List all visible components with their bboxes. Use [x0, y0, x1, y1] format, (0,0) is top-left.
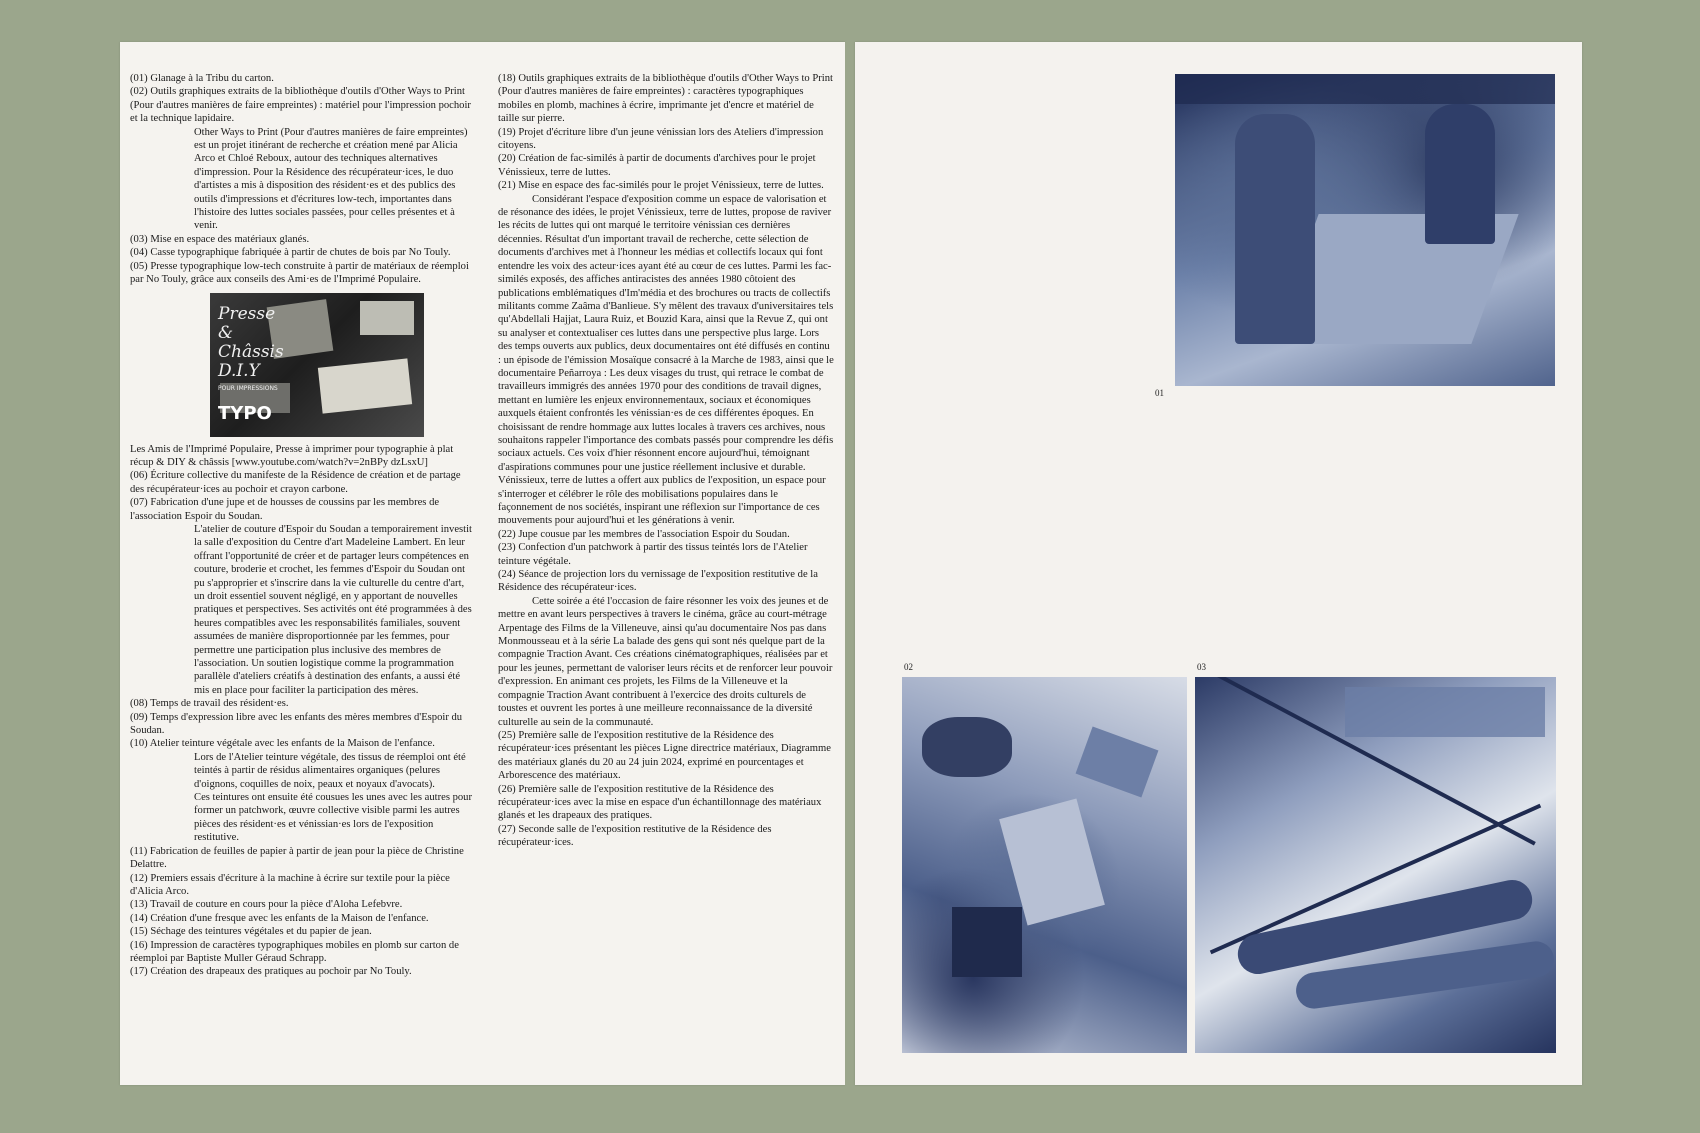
- list-item: [130, 939, 475, 966]
- poster-typo: TYPO: [218, 402, 272, 424]
- list-item: [130, 697, 475, 710]
- item-text: Création des drapeaux des pratiques au pochoir par No Touly.: [150, 966, 412, 978]
- paragraph-07: L'atelier de couture d'Espoir du Soudan a temporairement investit la salle d'exposition du Centre d'art Madeleine Lambert. En leur offrant l'opportunité de créer et de partager leurs compétences en couture, broderie et crochet, les femmes d'Espoir du Soudan ont pu s'approprier et s'inscrire dans la vie culturelle du centre d'art, un droit essentiel souvent négligé, en y apportant de nouvelles pratiques et perspectives. Ses activités ont été programmées à des heures compatibles avec les responsabilités familiales, souvent assumées de manière disproportionnée par les femmes, pour permettre une participation plus inclusive des membres de l'association. Un soutien logistique comme la programmation parallèle d'ateliers créatifs à destination des enfants, a aussi été mis en place pour faciliter la participation des mères.: [194, 523, 472, 696]
- item-number: (05): [130, 260, 148, 272]
- item-number: (14): [130, 912, 148, 924]
- item-number: (23): [498, 542, 516, 554]
- left-page: [120, 42, 845, 1085]
- list-item: [498, 126, 834, 153]
- list-item: [130, 496, 475, 523]
- caption-03: 03: [1197, 662, 1206, 672]
- item-number: (25): [498, 729, 516, 741]
- poster-image: [210, 293, 424, 437]
- item-text: Casse typographique fabriquée à partir de chutes de bois par No Touly.: [150, 247, 451, 259]
- list-item: [130, 845, 475, 872]
- item-text: Impression de caractères typographiques mobiles en plomb sur carton de réemploi par Baptiste Muller Géraud Schrapp.: [130, 939, 459, 964]
- item-number: (08): [130, 698, 148, 710]
- item-number: (18): [498, 73, 516, 84]
- item-number: (20): [498, 153, 516, 165]
- list-item: [130, 898, 475, 911]
- item-text: Presse typographique low-tech construite à partir de matériaux de réemploi par No Touly, grâce aux conseils des Ami·es de l'Imprimé Populaire.: [130, 260, 469, 286]
- item-text: Confection d'un patchwork à partir des tissus teintés lors de l'Atelier teinture végétale.: [498, 542, 808, 567]
- item-text: Fabrication de feuilles de papier à partir de jean pour la pièce de Christine Delattre.: [130, 845, 464, 871]
- list-item: [130, 85, 475, 125]
- item-text: Travail de couture en cours pour la pièce d'Aloha Lefebvre.: [150, 899, 403, 911]
- item-number: (09): [130, 711, 148, 723]
- item-text: Jupe cousue par les membres de l'association Espoir du Soudan.: [518, 528, 790, 540]
- item-text: Séance de projection lors du vernissage de l'exposition restitutive de la Résidence des récupérateur·ices.: [498, 569, 818, 594]
- item-number: (11): [130, 845, 148, 857]
- item-number: (02): [130, 86, 148, 98]
- list-item: [130, 965, 475, 978]
- list-item: [498, 568, 834, 595]
- item-text: Outils graphiques extraits de la bibliothèque d'outils d'Other Ways to Print (Pour d'autres manières de faire empreintes) : caractères typographiques mobiles en plomb, machines à écrire, imprimante jet d'encre et matériel de taille sur pierre.: [498, 73, 833, 125]
- item-number: (12): [130, 872, 148, 884]
- list-item: [498, 823, 834, 850]
- item-number: (24): [498, 569, 516, 581]
- paragraph-02: Other Ways to Print (Pour d'autres manières de faire empreintes) est un projet itinérant de recherche et création mené par Alicia Arco et Chloé Reboux, autour des techniques alternatives d'impression. Pour la Résidence des récupérateur·ices, le duo d'artistes a mis à disposition des résident·es et des publics des outils d'impressions et d'écritures low-tech, importantes dans l'histoire des luttes sociales passées, pour celles présentes et à venir.: [194, 126, 468, 232]
- item-text: Projet d'écriture libre d'un jeune vénissian lors des Ateliers d'impression citoyens.: [498, 126, 824, 152]
- item-text: Premiers essais d'écriture à la machine à écrire sur textile pour la pièce d'Alicia Arco.: [130, 872, 450, 897]
- list-item: [130, 912, 475, 925]
- item-number: (26): [498, 783, 516, 795]
- item-number: (19): [498, 126, 516, 138]
- list-item: [498, 783, 834, 823]
- list-item: [130, 72, 475, 85]
- list-item: [130, 469, 475, 496]
- item-number: (03): [130, 233, 148, 245]
- paragraph-10a: Lors de l'Atelier teinture végétale, des tissus de réemploi ont été teintés à partir de résidus alimentaires organiques (pelures d'oignons, coquilles de noix, peaux et noyaux d'avocats).: [194, 751, 466, 790]
- item-number: (16): [130, 939, 148, 951]
- item-text: Création d'une fresque avec les enfants de la Maison de l'enfance.: [150, 912, 429, 924]
- poster-caption: Les Amis de l'Imprimé Populaire, Presse à imprimer pour typographie à plat récup & DIY & châssis [www.youtube.com/watch?v=2nBPy dzLsxU]: [130, 443, 454, 468]
- list-item: [130, 925, 475, 938]
- item-number: (17): [130, 966, 148, 978]
- poster-title: Presse & Châssis D.I.Y: [218, 303, 284, 381]
- list-item: [498, 541, 834, 568]
- left-column: [130, 72, 475, 979]
- list-item: [130, 872, 475, 899]
- paragraph-10b: Ces teintures ont ensuite été cousues les unes avec les autres pour former un patchwork, œuvre collective visible parmi les autres pièces des résident·es et vénissian·es lors de l'exposition restitutive.: [194, 792, 473, 844]
- list-item: [498, 152, 834, 179]
- list-item: [130, 711, 475, 738]
- caption-02: 02: [904, 662, 913, 672]
- item-text: Atelier teinture végétale avec les enfants de la Maison de l'enfance.: [149, 738, 435, 750]
- list-item: [130, 233, 475, 246]
- item-text: Écriture collective du manifeste de la Résidence de création et de partage des récupérateur·ices au pochoir et crayon carbone.: [130, 470, 461, 495]
- item-number: (22): [498, 528, 516, 540]
- paragraph-24: Cette soirée a été l'occasion de faire résonner les voix des jeunes et de mettre en avant leurs perspectives à travers le cinéma, grâce au court-métrage Arpentage des Films de la Villeneuve, ainsi qu'au documentaire Nos pas dans Monmousseau et à la série La balade des gens qui sont nés quelque part de la compagnie Traction Avant. Ces créations cinématographiques, réalisées par et pour les jeunes, permettant de valoriser leurs récits et de renforcer leur pouvoir d'expression. En animant ces projets, les Films de la Villeneuve et la compagnie Traction Avant contribuent à l'exercice des droits culturels de toustes et ouvrent les portes à une meilleure reconnaissance de la diversité culturelle au sein de la communauté.: [498, 595, 833, 728]
- poster-subtitle: POUR IMPRESSIONS: [218, 384, 278, 392]
- item-number: (27): [498, 823, 516, 835]
- list-item: [498, 528, 834, 541]
- list-item: [498, 179, 834, 192]
- paragraph-21: Considérant l'espace d'exposition comme un espace de valorisation et de résonance des idées, le projet Vénissieux, terre de luttes, propose de raviver les récits de luttes qui ont marqué le territoire vénissian ces dernières décennies. Résultat d'un important travail de recherche, cette sélection de documents d'archives met à l'honneur les médias et collectifs locaux qui font entendre les voix des acteur·ices ayant été au cœur de ces luttes. Parmi les fac-similés exposés, des affiches antiracistes des années 1980 côtoient des publications emblématiques d'Im'média et des brochures ou tracts de collectifs militants comme Zaâma d'Banlieue. S'y mêlent des travaux d'universitaires tels qu'Abdellali Hajjat, Laura Ruiz, et Bouzid Kara, ainsi que la Revue Z, qui ont su analyser et contextualiser ces luttes dans une perspective plus large. Lors des temps ouverts aux publics, deux documentaires ont été diffusés en continu : un épisode de l'émission Mosaïque consacré à la Marche de 1983, ainsi que le documentaire Peñarroya : Les deux visages du trust, qui retrace le combat de travailleurs immigrés des années 1970 pour des conditions de travail dignes, mettant en lumière les enjeux environnementaux, sociaux et économiques auxquels étaient confrontés les vénissian·es de ces différentes époques. En choisissant de rendre hommage aux luttes locales à travers ces archives, nous souhaitons rappeler l'importance des combats passés pour comprendre les défis sociaux actuels. Ces voix d'hier résonnent encore aujourd'hui, témoignant d'aspirations communes pour une justice réellement inclusive et durable. Vénissieux, terre de luttes a offert aux publics de l'exposition, un espace pour s'interroger et célébrer le rôle des mobilisations populaires dans le façonnement de nos sociétés, inspirant une réflexion sur l'importance de ces mouvements pour aujourd'hui et les générations à venir.: [498, 193, 834, 527]
- spine-gutter: [845, 42, 855, 1085]
- right-page: [855, 42, 1582, 1085]
- right-column: [498, 72, 834, 850]
- photo-rolled-materials: [1195, 677, 1556, 1053]
- item-number: (10): [130, 738, 148, 750]
- photo-materials-table: [902, 677, 1187, 1053]
- item-text: Séchage des teintures végétales et du papier de jean.: [150, 926, 372, 938]
- item-text: Mise en espace des matériaux glanés.: [150, 233, 310, 245]
- list-item: [130, 260, 475, 287]
- item-text: Temps de travail des résident·es.: [150, 698, 289, 710]
- item-text: Outils graphiques extraits de la bibliothèque d'outils d'Other Ways to Print (Pour d'autres manières de faire empreintes) : matériel pour l'impression pochoir et la technique lapidaire.: [130, 86, 471, 125]
- item-text: Mise en espace des fac-similés pour le projet Vénissieux, terre de luttes.: [518, 180, 824, 192]
- list-item: [130, 737, 475, 750]
- item-text: Création de fac-similés à partir de documents d'archives pour le projet Vénissieux, terre de luttes.: [498, 153, 816, 178]
- item-text: Fabrication d'une jupe et de housses de coussins par les membres de l'association Espoir du Soudan.: [130, 497, 440, 522]
- item-number: (04): [130, 247, 148, 259]
- caption-01: 01: [1155, 388, 1164, 398]
- item-number: (01): [130, 73, 148, 84]
- item-number: (06): [130, 470, 148, 482]
- item-text: Seconde salle de l'exposition restitutive de la Résidence des récupérateur·ices.: [498, 823, 772, 849]
- item-text: Première salle de l'exposition restitutive de la Résidence des récupérateur·ices présentant les pièces Ligne directrice matériaux, Diagramme des matériaux glanés du 20 au 24 juin 2024, exprimé en pourcentages et Arborescence des matériaux.: [498, 729, 831, 782]
- list-item: [498, 729, 834, 783]
- item-number: (21): [498, 180, 516, 192]
- item-text: Temps d'expression libre avec les enfants des mères membres d'Espoir du Soudan.: [130, 711, 463, 737]
- list-item: [130, 246, 475, 259]
- item-number: (13): [130, 899, 148, 911]
- photo-workers-cardboard: [1175, 74, 1555, 386]
- item-text: Première salle de l'exposition restitutive de la Résidence des récupérateur·ices avec la mise en espace d'un échantillonnage des matériaux glanés et les drapeaux des pratiques.: [498, 783, 822, 822]
- list-item: [498, 72, 834, 126]
- item-number: (07): [130, 497, 148, 509]
- item-text: Glanage à la Tribu du carton.: [150, 73, 274, 84]
- item-number: (15): [130, 926, 148, 938]
